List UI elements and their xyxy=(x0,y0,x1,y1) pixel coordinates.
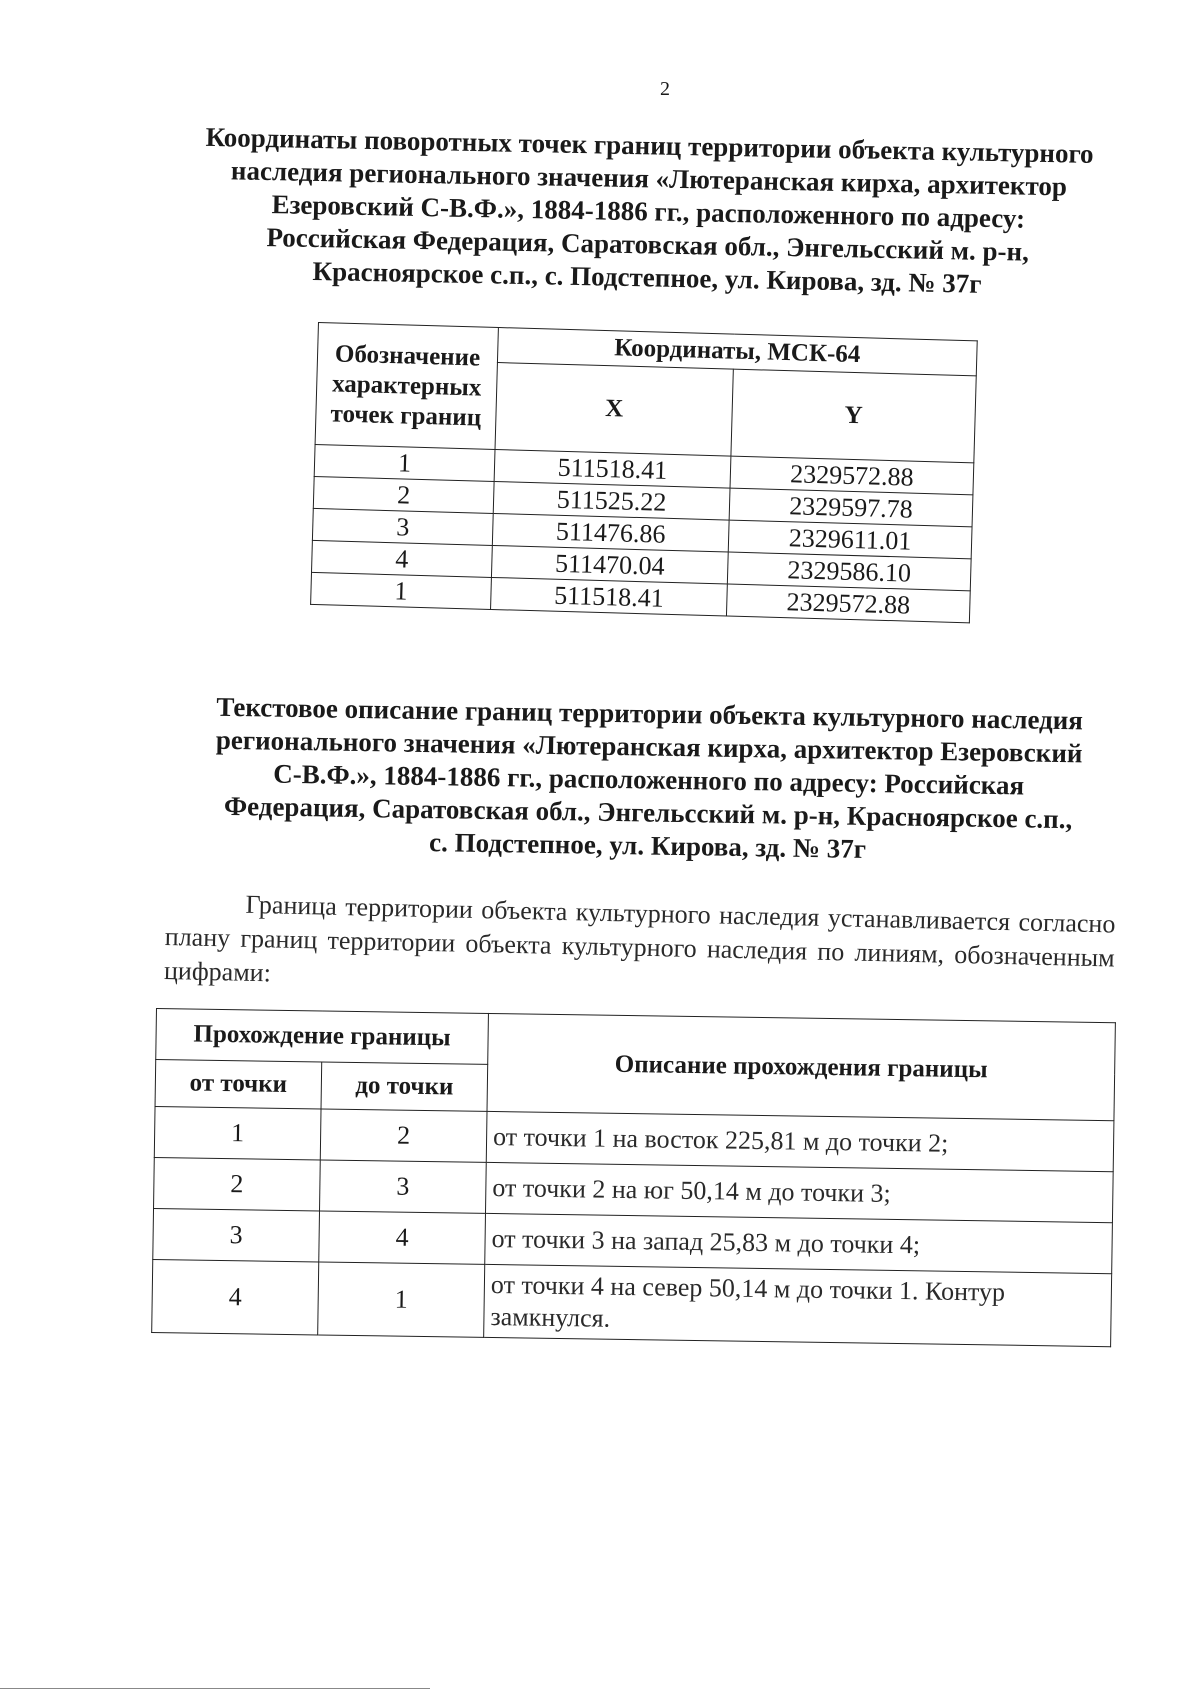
boundary-description-table xyxy=(151,1008,1116,1347)
coordinates-heading xyxy=(157,120,1140,304)
text-description-heading xyxy=(167,690,1129,870)
heading-line: Красноярское с.п., с. Подстепное, ул. Кирова, зд. № 37г xyxy=(312,255,982,299)
to-point: 1 xyxy=(318,1262,485,1337)
point-number: 4 xyxy=(312,540,493,577)
from-point-header: от точки xyxy=(155,1060,322,1109)
x-header: X xyxy=(495,363,733,457)
paragraph-text: Граница территории объекта культурного наследия устанавливается согласно плану границ территории объекта культурного наследия по линиям, обозначенным цифрами: xyxy=(163,889,1116,988)
from-point: 1 xyxy=(154,1106,321,1159)
boundary-passage-header: Прохождение границы xyxy=(156,1009,489,1065)
heading-line: Езеровский С-В.Ф.», 1884-1886 гг., расположенного по адресу: xyxy=(271,189,1026,234)
boundary-paragraph xyxy=(164,886,1116,1010)
x-coordinate: 511476.86 xyxy=(492,513,729,552)
description-header: Описание прохождения границы xyxy=(487,1013,1115,1120)
heading-line: Текстовое описание границ территории объекта культурного наследия xyxy=(216,691,1084,736)
point-number: 1 xyxy=(314,444,495,481)
heading-line: Федерация, Саратовская обл., Энгельсский м. р-н, Красноярское с.п., xyxy=(223,790,1073,835)
to-point: 4 xyxy=(319,1211,486,1264)
boundary-description: от точки 4 на север 50,14 м до точки 1. Контур замкнулся. xyxy=(484,1264,1112,1346)
coordinates-table xyxy=(310,322,978,623)
from-point: 2 xyxy=(154,1157,321,1210)
to-point: 2 xyxy=(320,1109,487,1162)
y-header: Y xyxy=(731,369,976,463)
y-coordinate: 2329572.88 xyxy=(730,456,974,495)
table-row xyxy=(152,1259,1112,1346)
heading-line: Координаты поворотных точек границ территории объекта культурного xyxy=(205,121,1094,169)
point-number: 3 xyxy=(312,508,493,545)
boundary-description: от точки 1 на восток 225,81 м до точки 2; xyxy=(486,1111,1114,1171)
x-coordinate: 511518.41 xyxy=(491,577,728,616)
x-coordinate: 511470.04 xyxy=(491,545,728,584)
x-coordinate: 511518.41 xyxy=(494,449,731,488)
to-point: 3 xyxy=(320,1160,487,1213)
heading-line: Российская Федерация, Саратовская обл., Энгельсский м. р-н, xyxy=(266,222,1030,267)
y-coordinate: 2329611.01 xyxy=(728,520,972,559)
from-point: 3 xyxy=(153,1208,320,1261)
heading-line: наследия регионального значения «Лютеранская кирха, архитектор xyxy=(230,155,1068,202)
heading-line: регионального значения «Лютеранская кирха, архитектор Езеровский xyxy=(215,724,1083,769)
to-point-header: до точки xyxy=(321,1062,488,1111)
y-coordinate: 2329597.78 xyxy=(729,488,973,527)
y-coordinate: 2329572.88 xyxy=(726,584,970,623)
y-coordinate: 2329586.10 xyxy=(727,552,971,591)
point-number: 1 xyxy=(311,572,492,609)
boundary-description: от точки 2 на юг 50,14 м до точки 3; xyxy=(485,1162,1113,1222)
x-coordinate: 511525.22 xyxy=(493,481,730,520)
heading-line: с. Подстепное, ул. Кирова, зд. № 37г xyxy=(428,827,867,864)
from-point: 4 xyxy=(152,1259,319,1334)
coordinates-header: Координаты, МСК-64 xyxy=(497,328,977,376)
point-number: 2 xyxy=(313,476,494,513)
scan-edge-line xyxy=(0,1688,430,1689)
page-number: 2 xyxy=(660,78,670,100)
boundary-description: от точки 3 на запад 25,83 м до точки 4; xyxy=(485,1213,1113,1273)
designation-header: Обозначение характерных точек границ xyxy=(315,323,498,450)
heading-line: С-В.Ф.», 1884-1886 гг., расположенного по адресу: Российская xyxy=(272,758,1025,801)
